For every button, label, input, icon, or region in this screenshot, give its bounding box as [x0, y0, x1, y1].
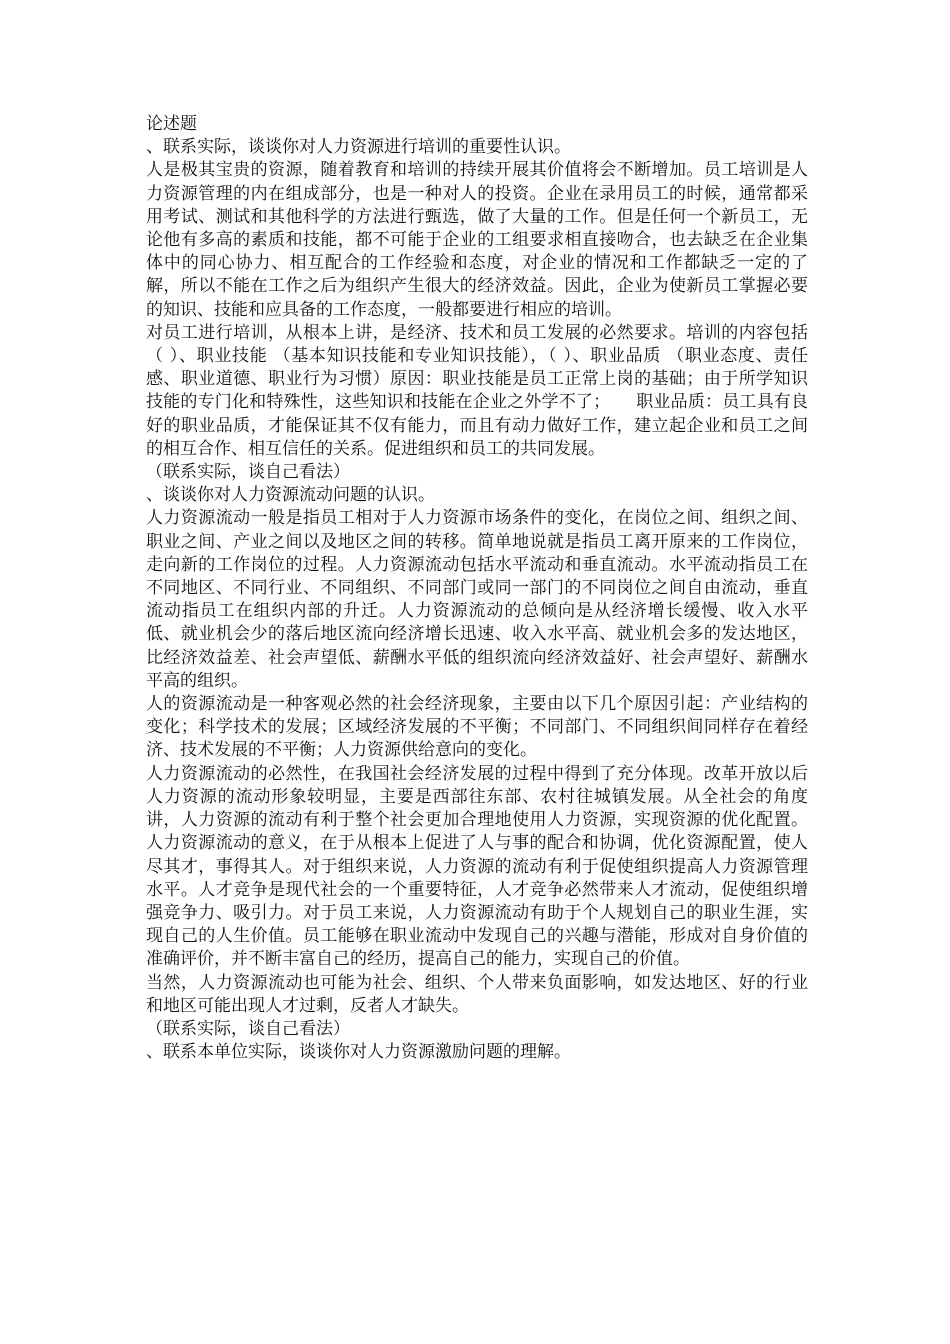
- answer-1-paragraph-2: 对员工进行培训，从根本上讲，是经济、技术和员工发展的必然要求。培训的内容包括（ ）、职业技能 （基本知识技能和专业知识技能），（ ）、职业品质 （职业态度、责任感、职业道德、职业行为习惯）原因：职业技能是员工正常上岗的基础；由于所学知识技能的专门化和特殊性，这些知识和技能在企业之外学不了； 职业品质：员工具有良好的职业品质，才能保证其不仅有能力，而且有动力做好工作，建立起企业和员工之间的相互合作、相互信任的关系。促进组织和员工的共同发展。: [146, 322, 808, 459]
- document-heading: 论述题: [146, 114, 197, 134]
- answer-1-note: （联系实际，谈自己看法）: [146, 462, 350, 483]
- question-1: 、联系实际，谈谈你对人力资源进行培训的重要性认识。: [146, 137, 571, 158]
- answer-2-paragraph-2: 人的资源流动是一种客观必然的社会经济现象，主要由以下几个原因引起：产业结构的变化；科学技术的发展；区域经济发展的不平衡；不同部门、不同组织间同样存在着经济、技术发展的不平衡；人力资源供给意向的变化。: [146, 694, 808, 761]
- answer-2-note: （联系实际，谈自己看法）: [146, 1018, 350, 1039]
- answer-2-paragraph-1: 人力资源流动一般是指员工相对于人力资源市场条件的变化，在岗位之间、组织之间、职业之间、产业之间以及地区之间的转移。简单地说就是指员工离开原来的工作岗位，走向新的工作岗位的过程。人力资源流动包括水平流动和垂直流动。水平流动指员工在不同地区、不同行业、不同组织、不同部门或同一部门的不同岗位之间自由流动，垂直流动指员工在组织内部的升迁。人力资源流动的总倾向是从经济增长缓慢、收入水平低、就业机会少的落后地区流向经济增长迅速、收入水平高、就业机会多的发达地区，比经济效益差、社会声望低、薪酬水平低的组织流向经济效益好、社会声望好、薪酬水平高的组织。: [146, 508, 808, 691]
- answer-2-paragraph-3: 人力资源流动的必然性，在我国社会经济发展的过程中得到了充分体现。改革开放以后人力资源的流动形象较明显，主要是西部往东部、农村往城镇发展。从全社会的角度讲，人力资源的流动有利于整个社会更加合理地使用人力资源，实现资源的优化配置。人力资源流动的意义，在于从根本上促进了人与事的配合和协调，优化资源配置，使人尽其才，事得其人。对于组织来说，人力资源的流动有利于促使组织提高人力资源管理水平。人才竞争是现代社会的一个重要特征，人才竞争必然带来人才流动，促使组织增强竞争力、吸引力。对于员工来说，人力资源流动有助于个人规划自己的职业生涯，实现自己的人生价值。员工能够在职业流动中发现自己的兴趣与潜能，形成对自身价值的准确评价，并不断丰富自己的经历，提高自己的能力，实现自己的价值。: [146, 763, 808, 970]
- question-3: 、联系本单位实际，谈谈你对人力资源激励问题的理解。: [146, 1042, 571, 1063]
- answer-2-paragraph-4: 当然，人力资源流动也可能为社会、组织、个人带来负面影响，如发达地区、好的行业和地区可能出现人才过剩，反者人才缺失。: [146, 972, 808, 1016]
- answer-1-paragraph-1: 人是极其宝贵的资源，随着教育和培训的持续开展其价值将会不断增加。员工培训是人力资源管理的内在组成部分，也是一种对人的投资。企业在录用员工的时候，通常都采用考试、测试和其他科学的方法进行甄选，做了大量的工作。但是任何一个新员工，无论他有多高的素质和技能，都不可能于企业的工组要求相直接吻合，也去缺乏在企业集体中的同心协力、相互配合的工作经验和态度，对企业的情况和工作都缺乏一定的了解，所以不能在工作之后为组织产生很大的经济效益。因此，企业为使新员工掌握必要的知识、技能和应具备的工作态度，一般都要进行相应的培训。: [146, 160, 808, 320]
- question-2: 、谈谈你对人力资源流动问题的认识。: [146, 485, 435, 506]
- document-page: [146, 113, 808, 1064]
